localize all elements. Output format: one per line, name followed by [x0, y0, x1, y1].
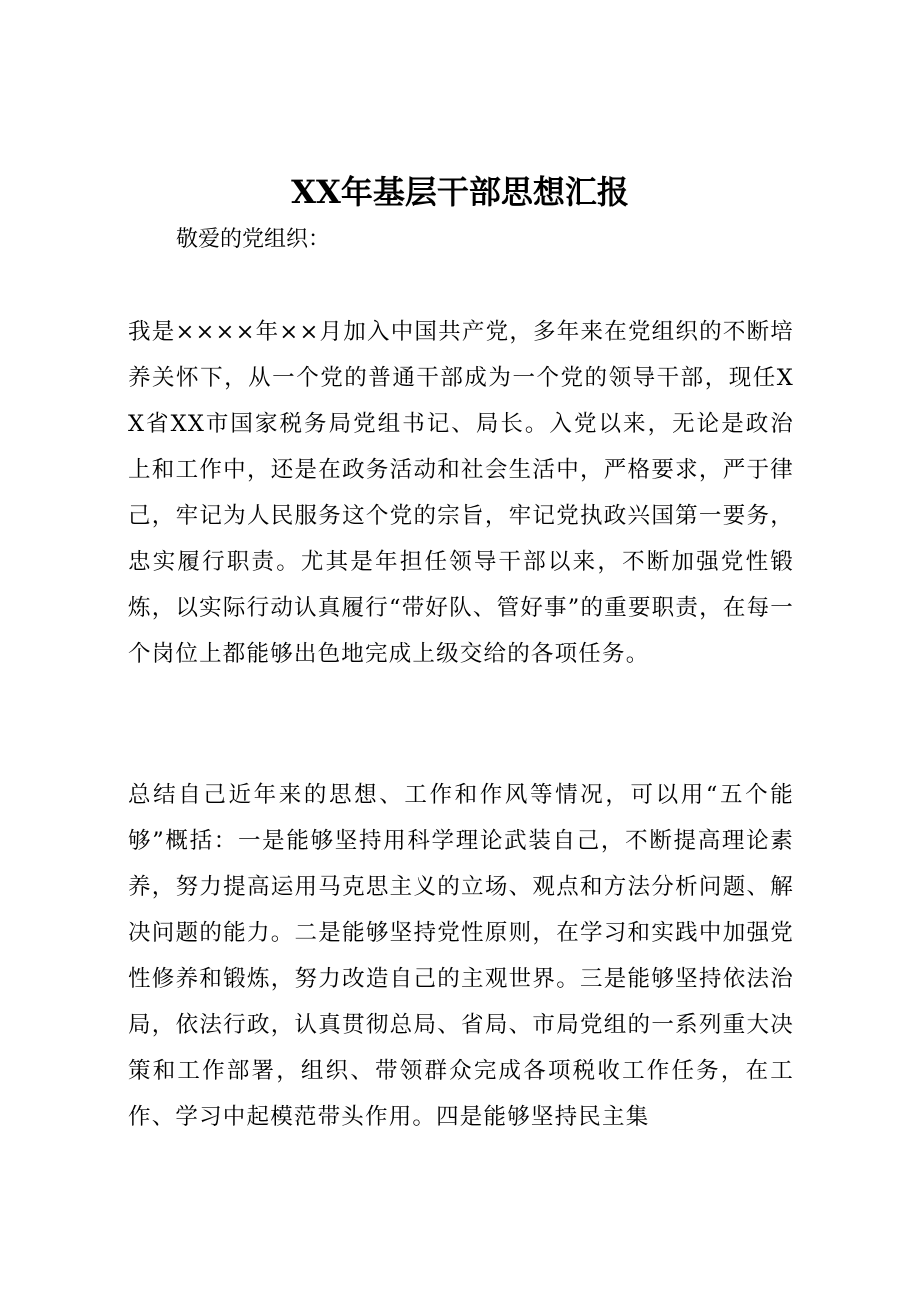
- paragraph-2: 总结自己近年来的思想、工作和作风等情况，可以用“五个能够”概括：一是能够坚持用科学理论武装自己，不断提高理论素养，努力提高运用马克思主义的立场、观点和方法分析问题、解决问题的能力。二是能够坚持党性原则，在学习和实践中加强党性修养和锻炼，努力改造自己的主观世界。三是能够坚持依法治局，依法行政，认真贯彻总局、省局、市局党组的一系列重大决策和工作部署，组织、带领群众完成各项税收工作任务，在工作、学习中起模范带头作用。四是能够坚持民主集: [128, 782, 794, 1130]
- paragraph-1: 我是××××年××月加入中国共产党，多年来在党组织的不断培养关怀下，从一个党的普通干部成为一个党的领导干部，现任XX省XX市国家税务局党组书记、局长。入党以来，无论是政治上和工作中，还是在政务活动和社会生活中，严格要求，严于律己，牢记为人民服务这个党的宗旨，牢记党执政兴国第一要务，忠实履行职责。尤其是年担任领导干部以来，不断加强党性锻炼，以实际行动认真履行“带好队、管好事”的重要职责，在每一个岗位上都能够出色地完成上级交给的各项任务。: [128, 319, 794, 667]
- document-title: XX年基层干部思想汇报: [291, 173, 629, 211]
- salutation: 敬爱的党组织：: [176, 227, 331, 252]
